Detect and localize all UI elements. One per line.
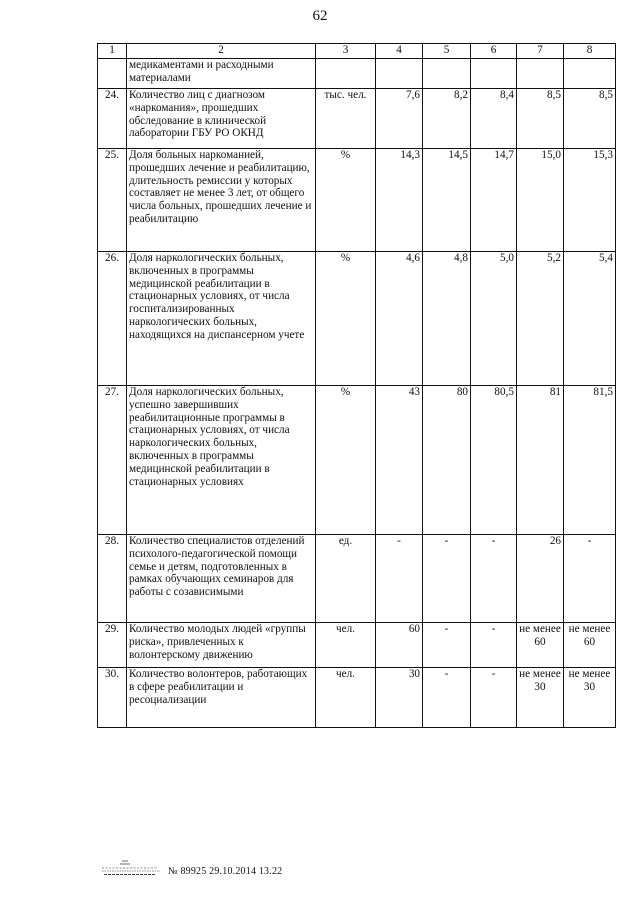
indicators-table [97, 43, 616, 728]
cell-value-col6: 14,7 [471, 149, 517, 252]
cell-indicator-name: Количество специалистов отделений психолого-педагогической помощи семье и детям, подготовленных в рамках обучающих семинаров для работы с созависимыми [127, 535, 316, 623]
cell-value-col7 [517, 59, 564, 89]
cell-value-col5: 8,2 [423, 89, 471, 149]
cell-number: 30. [98, 668, 127, 728]
table-row [98, 59, 616, 89]
table-row [98, 535, 616, 623]
cell-value-col5 [423, 59, 471, 89]
cell-number: 24. [98, 89, 127, 149]
cell-indicator-name: Доля больных наркоманией, прошедших лечение и реабилитацию, длительность ремиссии у которых составляет не менее 3 лет, от общего числа больных, прошедших лечение и реабилитацию [127, 149, 316, 252]
header-col-5: 5 [423, 44, 471, 59]
cell-value-col7: 5,2 [517, 252, 564, 386]
cell-unit: % [316, 386, 376, 535]
header-col-8: 8 [564, 44, 616, 59]
cell-value-col8: - [564, 535, 616, 623]
cell-value-col4: 43 [376, 386, 423, 535]
cell-value-col5: - [423, 668, 471, 728]
cell-value-col4: - [376, 535, 423, 623]
cell-indicator-name: Количество молодых людей «группы риска», привлеченных к волонтерскому движению [127, 623, 316, 668]
cell-value-col4 [376, 59, 423, 89]
cell-value-col7: 26 [517, 535, 564, 623]
cell-value-col7: 8,5 [517, 89, 564, 149]
cell-value-col5: - [423, 623, 471, 668]
cell-value-col6: 5,0 [471, 252, 517, 386]
cell-value-col6: 80,5 [471, 386, 517, 535]
cell-value-col8: 15,3 [564, 149, 616, 252]
cell-number: 27. [98, 386, 127, 535]
registration-number: № 89925 29.10.2014 13.22 [168, 866, 283, 877]
cell-unit [316, 59, 376, 89]
cell-number: 29. [98, 623, 127, 668]
header-col-1: 1 [98, 44, 127, 59]
cell-value-col5: - [423, 535, 471, 623]
cell-indicator-name: Доля наркологических больных, успешно завершивших реабилитационные программы в стационарных условиях, от числа наркологических больных, включенных в программы медицинской реабилитации в стационарных условиях [127, 386, 316, 535]
header-col-7: 7 [517, 44, 564, 59]
cell-unit: % [316, 149, 376, 252]
cell-indicator-name: медикаментами и расходными материалами [127, 59, 316, 89]
table-row [98, 623, 616, 668]
cell-value-col8: 5,4 [564, 252, 616, 386]
table-row [98, 668, 616, 728]
cell-value-col6: 8,4 [471, 89, 517, 149]
table-row [98, 252, 616, 386]
cell-indicator-name: Количество волонтеров, работающих в сфере реабилитации и ресоциализации [127, 668, 316, 728]
table-row [98, 386, 616, 535]
cell-value-col7: 81 [517, 386, 564, 535]
table-row [98, 89, 616, 149]
header-col-3: 3 [316, 44, 376, 59]
cell-value-col7: не менее 30 [517, 668, 564, 728]
cell-indicator-name: Количество лиц с диагнозом «наркомания», прошедших обследование в клинической лаборатории ГБУ РО ОКНД [127, 89, 316, 149]
cell-value-col6: - [471, 668, 517, 728]
cell-value-col4: 7,6 [376, 89, 423, 149]
cell-value-col8: не менее 30 [564, 668, 616, 728]
cell-value-col5: 4,8 [423, 252, 471, 386]
cell-value-col5: 14,5 [423, 149, 471, 252]
cell-value-col6: - [471, 623, 517, 668]
footer [100, 858, 282, 878]
cell-unit: чел. [316, 623, 376, 668]
cell-value-col5: 80 [423, 386, 471, 535]
cell-value-col6 [471, 59, 517, 89]
header-col-2: 2 [127, 44, 316, 59]
cell-unit: ед. [316, 535, 376, 623]
cell-value-col8: не менее 60 [564, 623, 616, 668]
cell-unit: тыс. чел. [316, 89, 376, 149]
cell-indicator-name: Доля наркологических больных, включенных в программы медицинской реабилитации в стационарных условиях, от числа госпитализированных наркологических больных, находящихся на диспансерном учете [127, 252, 316, 386]
table-row [98, 149, 616, 252]
cell-value-col4: 60 [376, 623, 423, 668]
page-number: 62 [312, 8, 328, 24]
cell-value-col7: не менее 60 [517, 623, 564, 668]
cell-value-col4: 14,3 [376, 149, 423, 252]
cell-value-col8: 8,5 [564, 89, 616, 149]
cell-value-col4: 4,6 [376, 252, 423, 386]
cell-value-col8: 81,5 [564, 386, 616, 535]
cell-number: 25. [98, 149, 127, 252]
cell-unit: чел. [316, 668, 376, 728]
table-body [98, 59, 616, 728]
cell-value-col4: 30 [376, 668, 423, 728]
cell-number [98, 59, 127, 89]
cell-value-col7: 15,0 [517, 149, 564, 252]
cell-value-col6: - [471, 535, 517, 623]
cell-number: 26. [98, 252, 127, 386]
header-row [98, 44, 616, 59]
header-col-6: 6 [471, 44, 517, 59]
cell-number: 28. [98, 535, 127, 623]
header-col-4: 4 [376, 44, 423, 59]
cell-value-col8 [564, 59, 616, 89]
cell-unit: % [316, 252, 376, 386]
registry-stamp-icon [100, 858, 162, 878]
